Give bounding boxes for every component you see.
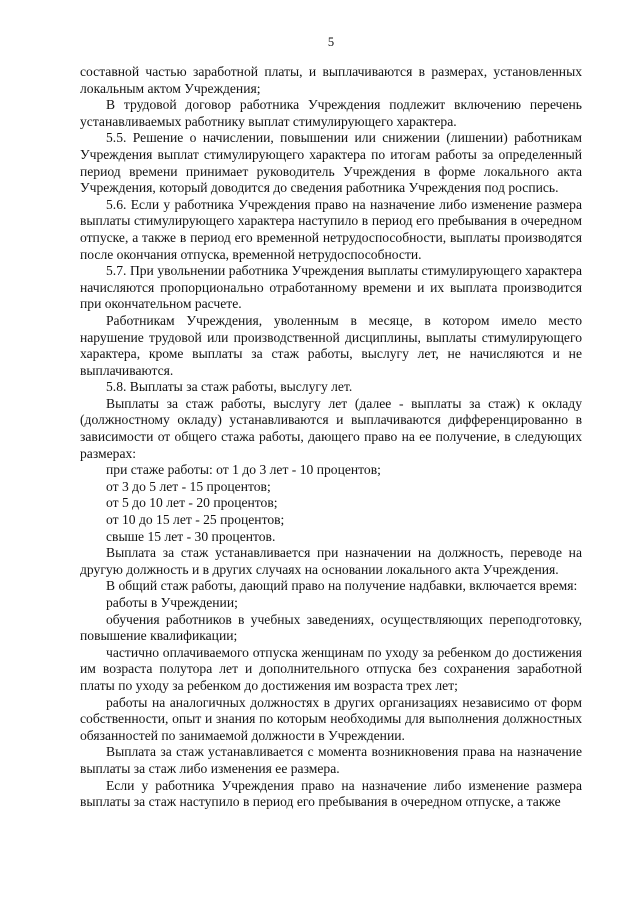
list-item: обучения работников в учебных заведениях, осуществляющих переподготовку, повышение квалификации; [80, 611, 582, 644]
paragraph: Выплаты за стаж работы, выслугу лет (далее - выплаты за стаж) к окладу (должностному окладу) устанавливаются и выплачиваются дифференцированно в зависимости от общего стажа работы, дающего право на ее получение, в следующих размерах: [80, 395, 582, 461]
list-item: свыше 15 лет - 30 процентов. [106, 528, 276, 544]
list-item: от 3 до 5 лет - 15 процентов; [106, 478, 271, 494]
list-item: частично оплачиваемого отпуска женщинам по уходу за ребенком до достижения им возраста полутора лет и дополнительного отпуска без сохранения заработной платы по уходу за ребенком до достижения им возраста трех лет; [80, 644, 582, 693]
list-item: при стаже работы: от 1 до 3 лет - 10 процентов; [106, 462, 381, 478]
paragraph: 5.6. Если у работника Учреждения право на назначение либо изменение размера выплаты стимулирующего характера наступило в период его пребывания в очередном отпуске, а также в период его временной нетрудоспособности, выплаты производятся после окончания отпуска, временной нетрудоспособности. [80, 196, 582, 262]
paragraph: 5.5. Решение о начислении, повышении или снижении (лишении) работникам Учреждения выплат стимулирующего характера по итогам работы за определенный период времени принимает руководитель Учреждения в форме локального акта Учреждения, который доводится до сведения работника Учреждения под роспись. [80, 130, 582, 196]
list-item: работы в Учреждении; [106, 595, 238, 610]
list-item: от 10 до 15 лет - 25 процентов; [106, 512, 285, 528]
page-number: 5 [327, 35, 335, 49]
paragraph: 5.7. При увольнении работника Учреждения выплаты стимулирующего характера начисляются пропорционально отработанному времени и их выплата производится при окончательном расчете. [80, 263, 582, 312]
paragraph: Выплата за стаж устанавливается при назначении на должность, переводе на другую должность и в других случаях на основании локального акта Учреждения. [80, 545, 582, 577]
list-item: от 5 до 10 лет - 20 процентов; [106, 495, 278, 511]
paragraph: Работникам Учреждения, уволенным в месяце, в котором имело место нарушение трудовой или производственной дисциплины, выплаты стимулирующего характера, кроме выплаты за стаж работы, выслугу лет, не начисляются и не выплачиваются. [80, 312, 582, 378]
section-heading: 5.8. Выплаты за стаж работы, выслугу лет. [106, 379, 353, 395]
paragraph: составной частью заработной платы, и выплачиваются в размерах, установленных локальным актом Учреждения; [80, 64, 582, 96]
list-item: работы на аналогичных должностях в других организациях независимо от форм собственности, опыт и знания по которым необходимы для выполнения должностных обязанностей по занимаемой должности в Учреждении. [80, 694, 582, 743]
paragraph: В трудовой договор работника Учреждения подлежит включению перечень устанавливаемых работнику выплат стимулирующего характера. [80, 97, 582, 129]
paragraph: Если у работника Учреждения право на назначение либо изменение размера выплаты за стаж наступило в период его пребывания в очередном отпуске, а также [80, 777, 582, 810]
paragraph: Выплата за стаж устанавливается с момента возникновения права на назначение выплаты за стаж либо изменения ее размера. [80, 744, 582, 776]
paragraph: В общий стаж работы, дающий право на получение надбавки, включается время: [106, 578, 578, 594]
document-body [80, 64, 582, 811]
